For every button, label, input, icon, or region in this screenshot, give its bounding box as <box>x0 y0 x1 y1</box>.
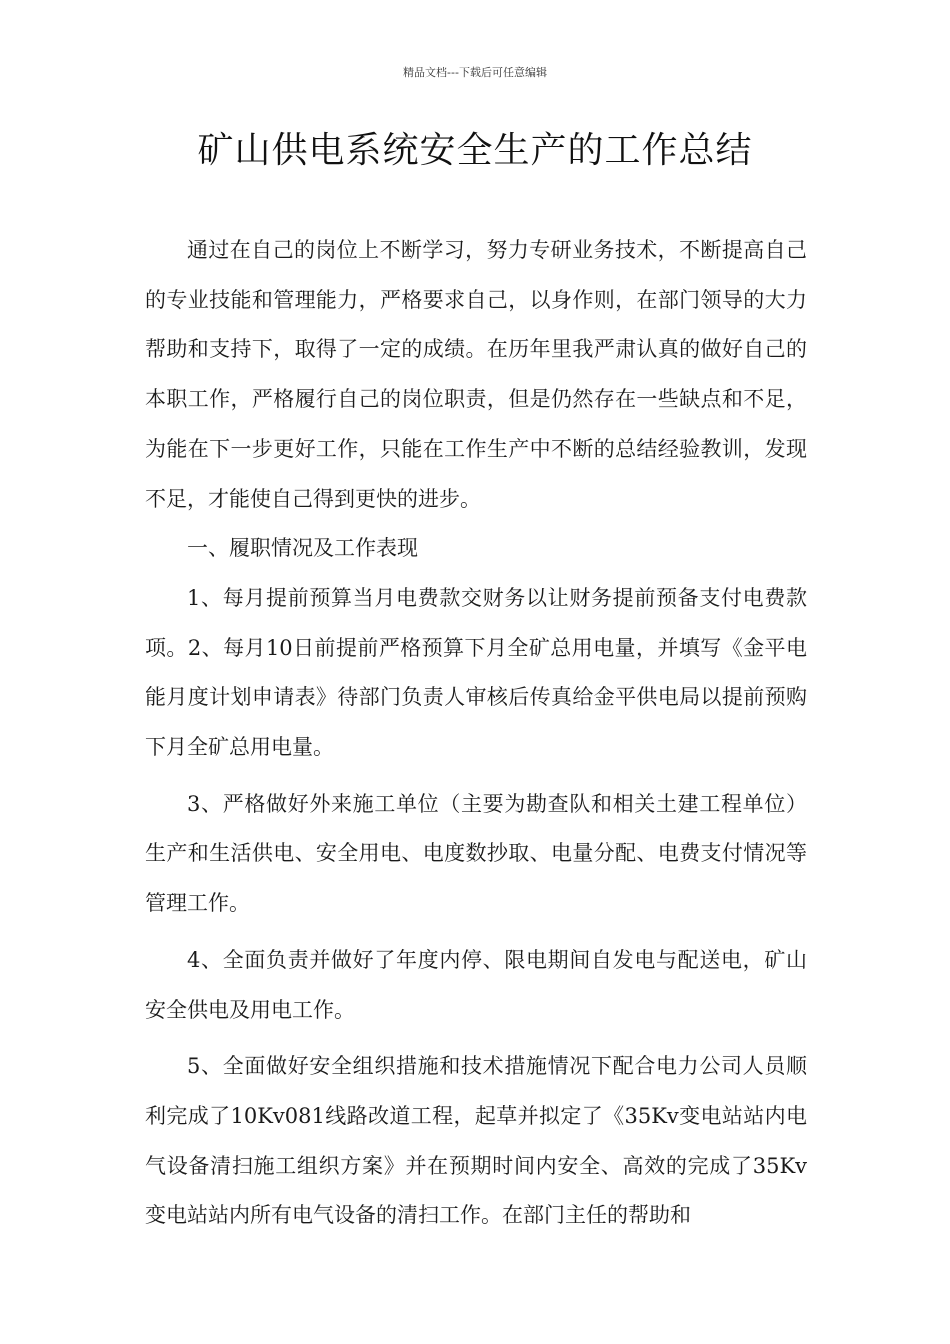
paragraph-item-5: 5、全面做好安全组织措施和技术措施情况下配合电力公司人员顺利完成了10Kv081线路改道工程，起草并拟定了《35Kv变电站站内电气设备清扫施工组织方案》并在预期时间内安全、高效的完成了35Kv变电站站内所有电气设备的清扫工作。在部门主任的帮助和 <box>145 1054 807 1228</box>
paragraph-intro: 通过在自己的岗位上不断学习，努力专研业务技术，不断提高自己的专业技能和管理能力，严格要求自己，以身作则，在部门领导的大力帮助和支持下，取得了一定的成绩。在历年里我严肃认真的做好自己的本职工作，严格履行自己的岗位职责，但是仍然存在一些缺点和不足，为能在下一步更好工作，只能在工作生产中不断的总结经验教训，发现不足，才能使自己得到更快的进步。 <box>145 238 807 511</box>
document-title: 矿山供电系统安全生产的工作总结 <box>197 130 753 171</box>
paragraph-item-4: 4、全面负责并做好了年度内停、限电期间自发电与配送电，矿山安全供电及用电工作。 <box>145 947 807 1022</box>
document-body <box>145 226 807 1241</box>
header-note: 精品文档---下载后可任意编辑 <box>403 66 547 79</box>
section-heading: 一、履职情况及工作表现 <box>187 536 418 561</box>
paragraph-item-3: 3、严格做好外来施工单位（主要为勘查队和相关土建工程单位）生产和生活供电、安全用电、电度数抄取、电量分配、电费支付情况等管理工作。 <box>145 791 807 916</box>
paragraph-item-1-2: 1、每月提前预算当月电费款交财务以让财务提前预备支付电费款项。2、每月10日前提前严格预算下月全矿总用电量，并填写《金平电能月度计划申请表》待部门负责人审核后传真给金平供电局以提前预购下月全矿总用电量。 <box>145 585 807 760</box>
